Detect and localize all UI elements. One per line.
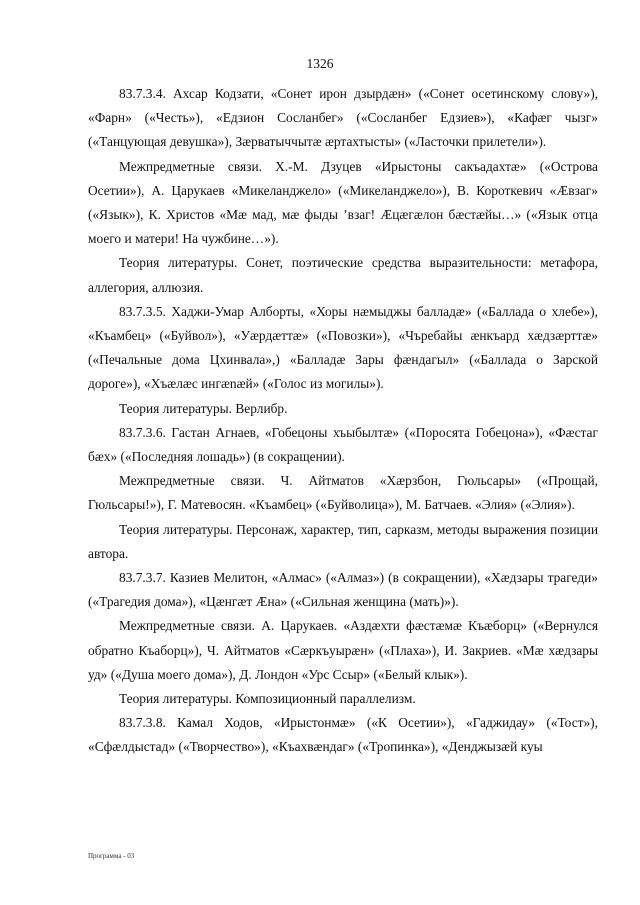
paragraph: 83.7.3.6. Гастан Агнаев, «Гобецоны хъыбылтæ» («Поросята Гобецона»), «Фæстаг бæх» («Последняя лошадь») (в сокращении). [88,424,598,465]
paragraph: Межпредметные связи. Ч. Айтматов «Хæрзбон, Гюльсары» («Прощай, Гюльсары!»), Г. Матевосян. «Къамбец» («Буйволица»), М. Батчаев. «Элия» («Элия»). [88,473,598,513]
document-body [88,82,598,760]
paragraph: 83.7.3.8. Камал Ходов, «Ирыстонмæ» («К Осетии»), «Гаджидау» («Тост»), «Сфæлдыстад» («Творчество»), «Къахвæндаг» («Тропинка»), «Денджызæй куы [88,715,598,755]
paragraph: Межпредметные связи. Х.-М. Дзуцев «Ирыстоны сакъадахтæ» («Острова Осетии»), А. Царукаев «Микеланджело» («Микеланджело»), В. Короткевич «Æвзаг» («Язык»), К. Христов «Мæ мад, мæ фыды ’взаг! Æцæгæлон бæстæйы…» («Язык отца моего и матери! На чужбине…»). [88,158,598,247]
page-number: 1326 [306,56,334,71]
paragraph: Теория литературы. Персонаж, характер, тип, сарказм, методы выражения позиции автора. [88,521,598,561]
paragraph: 83.7.3.4. Ахсар Кодзати, «Сонет ирон дзырдæн» («Сонет осетинскому слову»), «Фарн» («Честь»), «Едзион Сосланбег» («Сосланбег Едзиев»), «Кафæг чызг» («Танцующая девушка»), Зæрватыччытæ æртахтысты» («Ласточки прилетели»). [88,86,598,150]
paragraph: Теория литературы. Верлибр. [119,400,288,416]
paragraph: Теория литературы. Сонет, поэтические средства выразительности: метафора, аллегория, аллюзия. [88,255,598,295]
paragraph: Межпредметные связи. А. Царукаев. «Аздæхти фæстæмæ Къæборц» («Вернулся обратно Къаборц»), Ч. Айтматов «Сæркъуырæн» («Плаха»), И. Закриев. «Мæ хæдзары уд» («Душа моего дома»), Д. Лондон «Урс Ссыр» («Белый клык»). [88,618,598,682]
paragraph: Теория литературы. Композиционный параллелизм. [119,691,416,707]
paragraph: 83.7.3.7. Казиев Мелитон, «Алмас» («Алмаз») (в сокращении), «Хæдзары трагеди» («Трагедия дома»), «Цæнгæт Æна» («Сильная женщина (мать)»). [88,570,598,610]
footer-note: Программа - 03 [88,852,135,860]
paragraph: 83.7.3.5. Хаджи-Умар Алборты, «Хоры нæмыджы балладæ» («Баллада о хлебе»), «Къамбец» («Буйвол»), «Уæрдæттæ» («Повозки»), «Чъребайы æнкъард хæдзæрттæ» («Печальные дома Цхинвала»,) «Балладæ Зары фæндагыл» («Баллада о Зарской дороге»), «Хъæлæс ингænæй» («Голос из могилы»). [88,303,598,392]
